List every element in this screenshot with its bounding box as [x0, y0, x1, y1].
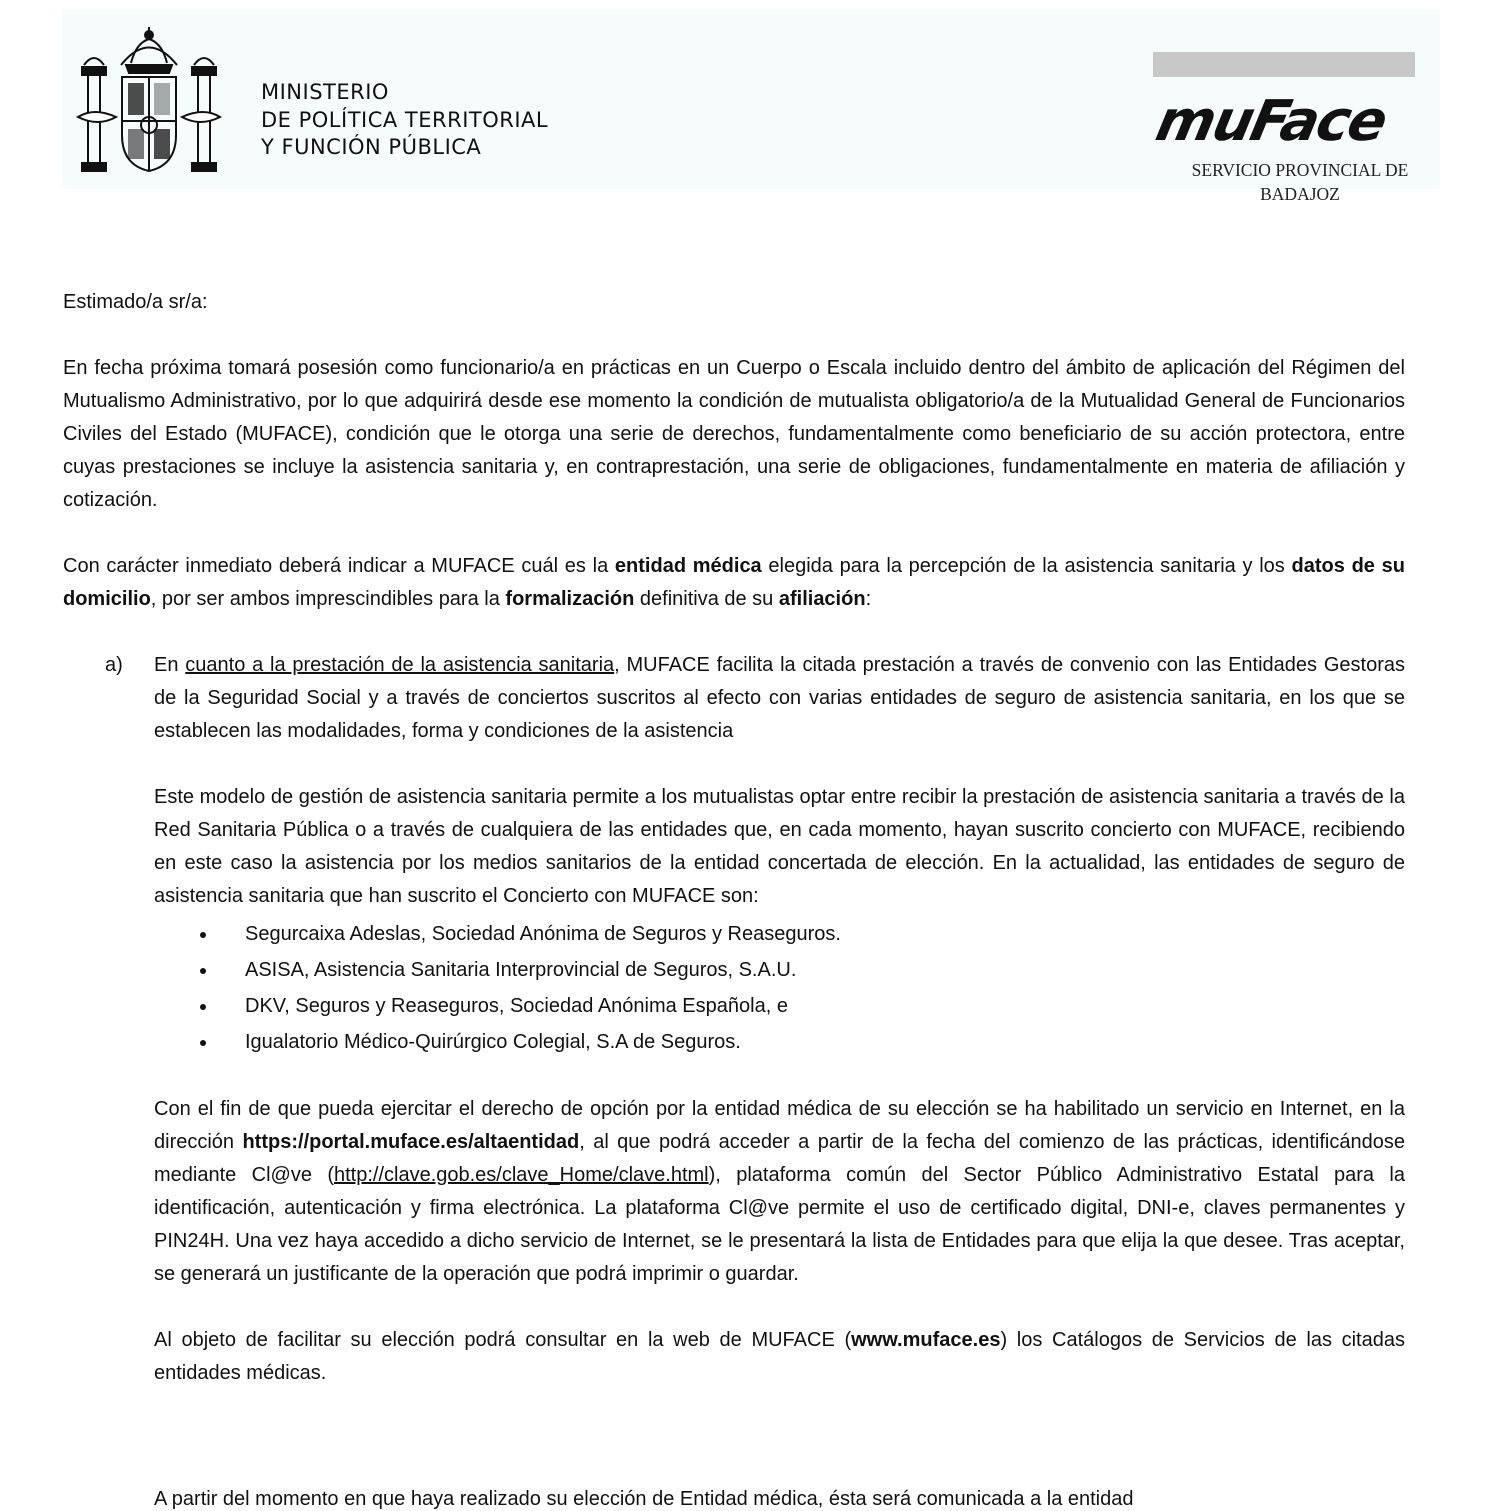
list-item-a [63, 649, 1405, 1390]
p2-bold-entidad: entidad médica [614, 555, 762, 577]
muface-logo: muFace [1150, 89, 1392, 154]
p2-text-2: elegida para la percepción de la asistencia sanitaria y los [761, 555, 1292, 577]
redacted-bar [1153, 52, 1415, 77]
item-a-p3-text-1: Con el fin de que pueda ejercitar el derecho de opción por la entidad médica de su elección se ha habilitado un servicio en Internet, en la dirección [154, 1098, 1405, 1153]
entity-name: ASISA, Asistencia Sanitaria Interprovincial de Seguros, S.A.U. [245, 959, 797, 981]
clave-link[interactable]: http://clave.gob.es/clave_Home/clave.html [333, 1164, 709, 1186]
item-a-p4-text-1: Al objeto de facilitar su elección podrá consultar en la web de MUFACE ( [154, 1329, 852, 1351]
p2-text-3: , por ser ambos imprescindibles para la [150, 588, 506, 610]
item-a-p4-text-2: ) los Catálogos de Servicios de las citadas entidades médicas. [154, 1329, 1405, 1384]
list-item [154, 952, 1405, 988]
entity-name: Igualatorio Médico-Quirúrgico Colegial, S.A de Seguros. [245, 1031, 741, 1053]
ministry-name [261, 79, 548, 162]
altaentidad-url[interactable]: https://portal.muface.es/altaentidad [242, 1131, 580, 1153]
p2-bold-formalizacion: formalización [505, 588, 635, 610]
service-line-1: SERVICIO PROVINCIAL DE [1191, 160, 1409, 180]
p2-text-1: Con carácter inmediato deberá indicar a MUFACE cuál es la [63, 555, 615, 577]
cut-off-text: A partir del momento en que haya realizado su elección de Entidad médica, ésta será comunicada a la entidad [154, 1488, 1134, 1510]
letter-body [63, 286, 1405, 1390]
service-line-2: BADAJOZ [1260, 184, 1340, 204]
bullet-icon [200, 932, 206, 938]
item-a-p1-rest: , MUFACE facilita la citada prestación a través de convenio con las Entidades Gestoras de la Seguridad Social y a través de conciertos suscritos al efecto con varias entidades de seguro de asistencia sanitaria, en los que se establecen las modalidades, forma y condiciones de la asistencia [154, 654, 1405, 742]
item-a-p3-text-2: , al que podrá acceder a partir de la fecha del comienzo de las prácticas, identificándose mediante Cl@ve ( [154, 1131, 1405, 1186]
entities-list [154, 916, 1405, 1060]
greeting: Estimado/a sr/a: [63, 291, 208, 313]
provincial-service [1165, 158, 1435, 206]
muface-web-link[interactable]: www.muface.es [851, 1329, 1001, 1351]
list-item [154, 916, 1405, 952]
paragraph-2 [63, 550, 1405, 616]
ministry-line-3: Y FUNCIÓN PÚBLICA [261, 135, 482, 159]
list-marker-a: a) [105, 654, 123, 676]
item-a-paragraph-4 [154, 1324, 1405, 1390]
entity-name: DKV, Seguros y Reaseguros, Sociedad Anónima Española, e [245, 995, 788, 1017]
cut-off-line [0, 1488, 1500, 1510]
item-a-p3-text-3: ), plataforma común del Sector Público Administrativo Estatal para la identificación, autenticación y firma electrónica. La plataforma Cl@ve permite el uso de certificado digital, DNI-e, claves permanentes y PIN24H. Una vez haya accedido a dicho servicio de Internet, se le presentará la lista de Entidades para que elija la que desee. Tras aceptar, se generará un justificante de la operación que podrá imprimir o guardar. [154, 1164, 1405, 1285]
item-a-paragraph-2: Este modelo de gestión de asistencia sanitaria permite a los mutualistas optar entre recibir la prestación de asistencia sanitaria a través de la Red Sanitaria Pública o a través de cualquiera de las entidades que, en cada momento, hayan suscrito concierto con MUFACE, recibiendo en este caso la asistencia por los medios sanitarios de la entidad concertada de elección. En la actualidad, las entidades de seguro de asistencia sanitaria que han suscrito el Concierto con MUFACE son: [154, 786, 1405, 907]
spain-coat-of-arms-icon [76, 25, 222, 177]
p2-text-4: definitiva de su [634, 588, 779, 610]
item-a-p1-start: En [154, 654, 186, 676]
item-a-paragraph-1 [154, 649, 1405, 748]
bullet-icon [200, 1040, 206, 1046]
item-a-p1-underlined: cuanto a la prestación de la asistencia sanitaria [185, 654, 615, 676]
p2-text-5: : [865, 588, 872, 610]
list-item [154, 1024, 1405, 1060]
entity-name: Segurcaixa Adeslas, Sociedad Anónima de Seguros y Reaseguros. [245, 923, 841, 945]
ministry-line-1: MINISTERIO [261, 80, 389, 104]
bullet-icon [200, 1004, 206, 1010]
p2-bold-domicilio: datos de su domicilio [63, 555, 1405, 610]
ministry-line-2: DE POLÍTICA TERRITORIAL [261, 107, 549, 132]
paragraph-1: En fecha próxima tomará posesión como funcionario/a en prácticas en un Cuerpo o Escala incluido dentro del ámbito de aplicación del Régimen del Mutualismo Administrativo, por lo que adquirirá desde ese momento la condición de mutualista obligatorio/a de la Mutualidad General de Funcionarios Civiles del Estado (MUFACE), condición que le otorga una serie de derechos, fundamentalmente como beneficiario de su acción protectora, entre cuyas prestaciones se incluye la asistencia sanitaria y, en contraprestación, una serie de obligaciones, fundamentalmente en materia de afiliación y cotización. [63, 357, 1405, 511]
bullet-icon [200, 968, 206, 974]
item-a-paragraph-3 [154, 1093, 1405, 1291]
p2-bold-afiliacion: afiliación [778, 588, 866, 610]
list-item [154, 988, 1405, 1024]
